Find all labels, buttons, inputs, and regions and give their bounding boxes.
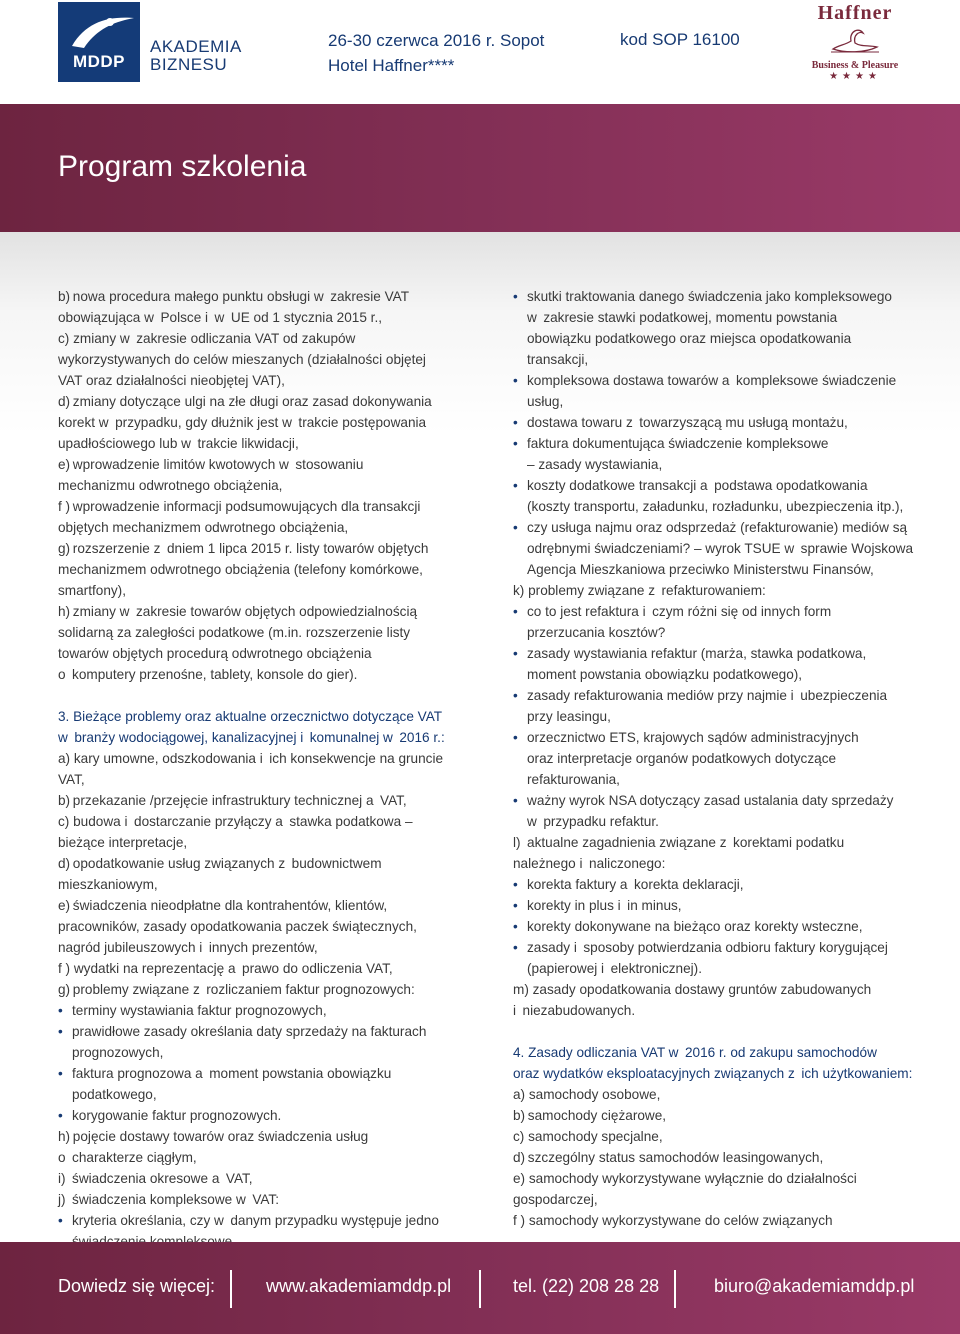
spacer — [58, 685, 458, 706]
program-line: i niezabudowanych. — [513, 1003, 636, 1018]
program-line: m) zasady opodatkowania dostawy gruntów zabudowanych — [513, 982, 872, 997]
mddp-logo — [58, 2, 140, 82]
program-line: b) nowa procedura małego punktu obsługi w zakresie VAT — [58, 289, 410, 304]
program-line: k) problemy związane z refakturowaniem: — [513, 583, 766, 598]
section-heading: 3. Bieżące problemy oraz aktualne orzecznictwo dotyczące VAT — [58, 709, 443, 724]
footer-website-link[interactable]: www.akademiamddp.pl — [266, 1276, 452, 1296]
program-line: a) kary umowne, odszkodowania i ich konsekwencje na gruncie VAT, — [58, 751, 444, 787]
left-column — [58, 286, 458, 1252]
program-line: d) zmiany dotyczące ulgi na złe długi oraz zasad dokonywania — [58, 394, 432, 409]
bullet-continuation: (koszty transportu, załadunku, rozładunku, ubezpieczenia itp.), — [527, 499, 904, 514]
akademia-line2: BIZNESU — [150, 55, 228, 74]
bullet-continuation: podatkowego, — [72, 1087, 157, 1102]
program-line: bieżące interpretacje, — [58, 835, 188, 850]
bullet-item: • kompleksowa dostawa towarów a kompleksowe świadczenie — [513, 370, 933, 391]
bullet-item: • terminy wystawiania faktur prognozowych, — [58, 1000, 458, 1021]
program-line: g) rozszerzenie z dniem 1 lipca 2015 r. listy towarów objętych — [58, 541, 429, 556]
logo-text: MDDP — [72, 52, 126, 71]
akademia-biznesu — [150, 38, 242, 74]
bullet-continuation: przerzucania kosztów? — [527, 625, 666, 640]
bullet-item: • koszty dodatkowe transakcji a podstawa opodatkowania — [513, 475, 933, 496]
swoosh-icon — [68, 12, 138, 52]
program-line: towarów objętych procedurą odwrotnego obciążenia — [58, 646, 372, 661]
bullet-continuation: refakturowania, — [527, 772, 620, 787]
event-info — [328, 28, 544, 78]
program-line: h) pojęcie dostawy towarów oraz świadczenia usług — [58, 1129, 369, 1144]
program-line: e) wprowadzenie limitów kwotowych w stosowaniu — [58, 457, 364, 472]
footer-divider — [674, 1270, 676, 1308]
program-line: pracowników, zasady opodatkowania paczek świątecznych, — [58, 919, 417, 934]
program-line: i) świadczenia okresowe a VAT, — [58, 1171, 253, 1186]
course-code: kod SOP 16100 — [620, 30, 740, 49]
program-line: należnego i naliczonego: — [513, 856, 666, 871]
bullet-item: • faktura prognozowa a moment powstania obowiązku — [58, 1063, 458, 1084]
swan-icon — [825, 25, 885, 55]
program-line: l) aktualne zagadnienia związane z korektami podatku — [513, 835, 845, 850]
akademia-line1: AKADEMIA — [150, 37, 242, 56]
haffner-stars: ★★★★ — [829, 71, 881, 82]
program-line: mieszkaniowym, — [58, 877, 158, 892]
event-date-place: 26-30 czerwca 2016 r. Sopot — [328, 31, 545, 50]
program-line: b) samochody ciężarowe, — [513, 1108, 667, 1123]
bullet-item: • zasady refakturowania mediów przy najmie i ubezpieczenia — [513, 685, 933, 706]
program-line: mechanizmem odwrotnego obciążenia (telefony komórkowe, — [58, 562, 423, 577]
program-line: h) zmiany w zakresie towarów objętych odpowiedzialnością — [58, 604, 418, 619]
program-line: upadłościowego lub w trakcie likwidacji, — [58, 436, 299, 451]
program-line: a) samochody osobowe, — [513, 1087, 661, 1102]
bullet-item: • zasady i sposoby potwierdzania odbioru faktury korygującej — [513, 937, 933, 958]
program-line: d) opodatkowanie usług związanych z budownictwem — [58, 856, 382, 871]
program-content — [0, 232, 960, 1242]
footer-label: Dowiedz się więcej: — [58, 1276, 216, 1296]
bullet-continuation: w zakresie stawki podatkowej, momentu powstania — [527, 310, 838, 325]
bullet-item: • prawidłowe zasady określania daty sprzedaży na fakturach — [58, 1021, 458, 1042]
bullet-item: • korekty dokonywane na bieżąco oraz korekty wsteczne, — [513, 916, 933, 937]
footer — [0, 1242, 960, 1334]
program-line: obowiązująca w Polsce i w UE od 1 stycznia 2015 r., — [58, 310, 382, 325]
bullet-item: • faktura dokumentująca świadczenie kompleksowe — [513, 433, 933, 454]
program-line: c) zmiany w zakresie odliczania VAT od zakupów — [58, 331, 356, 346]
bullet-continuation: oraz interpretacje organów podatkowych dotyczące — [527, 751, 837, 766]
section-heading: w branży wodociągowej, kanalizacyjnej i komunalnej w 2016 r.: — [58, 730, 445, 745]
bullet-item: • korekta faktury a korekta deklaracji, — [513, 874, 933, 895]
program-line: g) problemy związane z rozliczaniem faktur prognozowych: — [58, 982, 415, 997]
bullet-continuation: obowiązku podatkowego oraz miejsca opodatkowania — [527, 331, 852, 346]
program-line: wykorzystywanych do celów mieszanych (działalności objętej — [58, 352, 426, 367]
bullet-item: • zasady wystawiania refaktur (marża, stawka podatkowa, — [513, 643, 933, 664]
program-line: c) samochody specjalne, — [513, 1129, 663, 1144]
spacer — [513, 1021, 933, 1042]
bullet-continuation: odrębnymi świadczeniami? – wyrok TSUE w sprawie Wojskowa — [527, 541, 914, 556]
bullet-item: • korekty in plus i in minus, — [513, 895, 933, 916]
haffner-tagline: Business & Pleasure — [811, 60, 899, 71]
bullet-continuation: transakcji, — [527, 352, 589, 367]
footer-email-link[interactable]: biuro@akademiamddp.pl — [714, 1276, 915, 1296]
bullet-item: • co to jest refaktura i czym różni się od innych form — [513, 601, 933, 622]
haffner-name: Haffner — [817, 2, 893, 24]
bullet-item: • dostawa towaru z towarzyszącą mu usługą montażu, — [513, 412, 933, 433]
bullet-item: • ważny wyrok NSA dotyczący zasad ustalania daty sprzedaży — [513, 790, 933, 811]
bullet-continuation: (papierowej i elektronicznej). — [527, 961, 702, 976]
header — [0, 0, 960, 104]
bullet-item: • kryteria określania, czy w danym przypadku występuje jedno — [58, 1210, 458, 1231]
page-title: Program szkolenia — [58, 150, 307, 183]
bullet-item: • orzecznictwo ETS, krajowych sądów administracyjnych — [513, 727, 933, 748]
bullet-item: • czy usługa najmu oraz odsprzedaż (refakturowanie) mediów są — [513, 517, 933, 538]
program-line: smartfony), — [58, 583, 126, 598]
haffner-logo — [805, 2, 905, 92]
program-line: f ) wprowadzenie informacji podsumowujących dla transakcji — [58, 499, 421, 514]
event-hotel: Hotel Haffner**** — [328, 56, 455, 75]
program-line: b) przekazanie /przejęcie infrastruktury technicznej a VAT, — [58, 793, 407, 808]
bullet-continuation: – zasady wystawiania, — [527, 457, 663, 472]
section-heading: 4. Zasady odliczania VAT w 2016 r. od zakupu samochodów — [513, 1045, 877, 1060]
bullet-continuation: przy leasingu, — [527, 709, 611, 724]
right-column — [513, 286, 933, 1231]
program-line: o komputery przenośne, tablety, konsole do gier). — [58, 667, 358, 682]
program-line: j) świadczenia kompleksowe w VAT: — [58, 1192, 280, 1207]
bullet-continuation: moment powstania obowiązku podatkowego), — [527, 667, 803, 682]
bullet-item: • skutki traktowania danego świadczenia jako kompleksowego — [513, 286, 933, 307]
footer-divider — [479, 1270, 481, 1308]
program-line: c) budowa i dostarczanie przyłączy a stawka podatkowa – — [58, 814, 413, 829]
bullet-continuation: w przypadku refaktur. — [527, 814, 659, 829]
program-line: nagród jubileuszowych i innych prezentów, — [58, 940, 318, 955]
bullet-item: • korygowanie faktur prognozowych. — [58, 1105, 458, 1126]
program-line: gospodarczej, — [513, 1192, 598, 1207]
program-line: solidarną za zaległości podatkowe (m.in. rozszerzenie listy — [58, 625, 411, 640]
program-line: f ) samochody wykorzystywane do celów związanych — [513, 1213, 833, 1228]
section-heading: oraz wydatków eksploatacyjnych związanych z ich użytkowaniem: — [513, 1066, 913, 1081]
bullet-continuation: Agencja Mieszkaniowa przeciwko Ministerstwu Finansów, — [527, 562, 874, 577]
bullet-continuation: prognozowych, — [72, 1045, 164, 1060]
title-banner — [0, 104, 960, 232]
program-line: korekt w przypadku, gdy dłużnik jest w trakcie postępowania — [58, 415, 427, 430]
program-line: VAT oraz działalności nieobjętej VAT), — [58, 373, 285, 388]
footer-phone[interactable]: tel. (22) 208 28 28 — [513, 1276, 660, 1296]
program-line: o charakterze ciągłym, — [58, 1150, 197, 1165]
bullet-continuation: usług, — [527, 394, 564, 409]
program-line: d) szczególny status samochodów leasingowanych, — [513, 1150, 824, 1165]
program-line: e) świadczenia nieodpłatne dla kontrahentów, klientów, — [58, 898, 388, 913]
program-line: f ) wydatki na reprezentację a prawo do odliczenia VAT, — [58, 961, 393, 976]
program-line: e) samochody wykorzystywane wyłącznie do działalności — [513, 1171, 857, 1186]
program-line: mechanizmu odwrotnego obciążenia, — [58, 478, 283, 493]
program-line: objętych mechanizmem odwrotnego obciążenia, — [58, 520, 349, 535]
footer-divider — [230, 1270, 232, 1308]
